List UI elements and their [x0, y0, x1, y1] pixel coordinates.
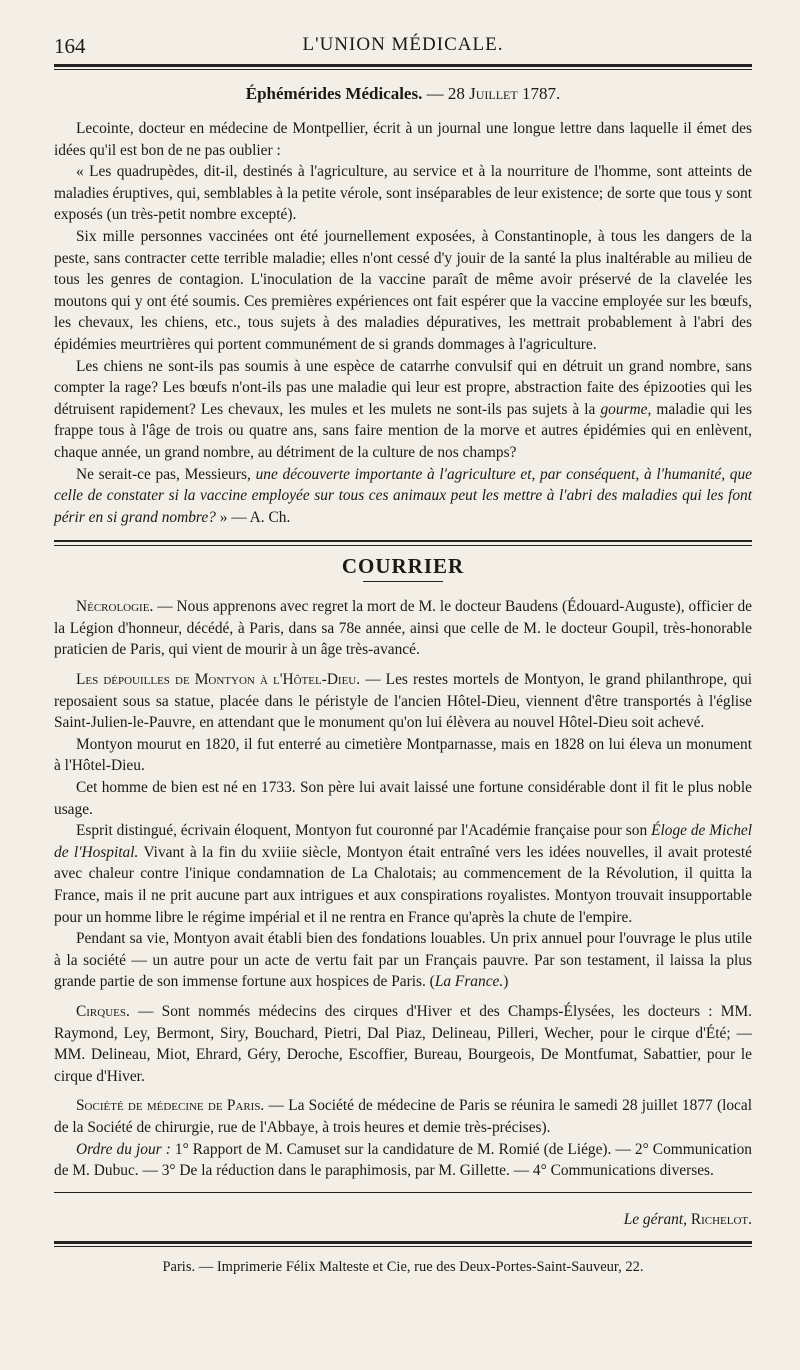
- cirques-item: [54, 1001, 752, 1087]
- section-separator: [54, 540, 752, 546]
- ephemerides-paragraph: Six mille personnes vaccinées ont été journellement exposées, à Constantinople, à tous les dangers de la peste, sans contracter cette terrible maladie; elles n'ont cessé d'y jouir de la santé la plus inaltérable au milieu de tous les genres de contagion. L'inoculation de la vaccine paraît de même avoir préservé de la clavelée les moutons qui y ont été soumis. Ces premières expériences ont fait espérer que la vaccine employée sur les bœufs, les chevaux, les chiens, etc., tous sujets à des maladies dépuratives, les mettrait probablement à l'abri des épidémies meurtrières qui portent communément de si grands dommages à l'agriculture.: [54, 227, 752, 353]
- item-label: Ordre du jour :: [76, 1140, 171, 1158]
- item-text: 1° Rapport de M. Camuset sur la candidature de M. Romié (de Liége). — 2° Communication de M. Dubuc. — 3° De la réduction dans le paraphimosis, par M. Gillette. — 4° Communications diverses.: [54, 1140, 752, 1180]
- item-label: Cirques.: [76, 1002, 130, 1020]
- italic-run: gourme,: [600, 400, 652, 418]
- separator-rule: [54, 540, 752, 546]
- running-head: [54, 0, 752, 60]
- footer-rule: [54, 1192, 752, 1193]
- ephemerides-paragraph: [54, 356, 752, 464]
- item-label: Nécrologie.: [76, 598, 154, 616]
- bottom-rule: [54, 1241, 752, 1247]
- imprint: Paris. — Imprimerie Félix Malteste et Cie, rue des Deux-Portes-Saint-Sauveur, 22.: [162, 1258, 644, 1275]
- text-run: maladie qui les frappe tous à l'âge de trois ou quatre ans, sans faire mention de la morve et autres épidémies qui en enlèvent, chaque année, un grand nombre, au détriment de la culture de nos champs?: [54, 400, 752, 461]
- ephemerides-paragraph: [54, 464, 752, 529]
- title-underline: [363, 581, 443, 582]
- text-run: Ne serait-ce pas, Messieurs,: [76, 465, 256, 483]
- journal-title: L'UNION MÉDICALE.: [302, 34, 504, 55]
- italic-run: une découverte importante à l'agriculture et, par conséquent, à l'humanité, que celle de constater si la vaccine employée sur tous ces animaux peut les mettre à l'abri des maladies qui les font périr en si grand nombre?: [54, 465, 752, 526]
- text-run: Pendant sa vie, Montyon avait établi bien des fondations louables. Un prix annuel pour l'ouvrage le plus utile à la société — un autre pour un acte de vertu fait par un Français pauvre. Par son testament, il laissa la plus grande partie de son immense fortune aux hospices de Paris. (: [54, 930, 752, 991]
- item-label: Société de médecine de Paris.: [76, 1097, 265, 1115]
- montyon-item: [54, 669, 752, 734]
- header-rule: [54, 64, 752, 70]
- ephemerides-paragraph: Lecointe, docteur en médecine de Montpellier, écrit à un journal une longue lettre dans laquelle il émet des idées qu'il est bon de ne pas oublier :: [54, 120, 752, 159]
- montyon-paragraph: [54, 820, 752, 928]
- ephemerides-paragraph: « Les quadrupèdes, dit-il, destinés à l'agriculture, au service et à la nourriture de l'homme, sont atteints de maladies éruptives, qui, semblables à la petite vérole, sont inséparables de leur existence; de sorte que tous y sont exposés (un très-petit nombre excepté).: [54, 163, 752, 224]
- societe-item: [54, 1095, 752, 1138]
- courrier-title: COURRIER: [341, 554, 465, 579]
- item-text: — Les restes mortels de Montyon, le grand philanthrope, qui reposaient sous sa statue, placée dans le péristyle de l'ancien Hôtel-Dieu, viennent d'être transportés à l'église Saint-Julien-le-Pauvre, en attendant que le monument qu'on lui élèvera au nouvel Hôtel-Dieu soit achevé.: [54, 671, 753, 732]
- ordre-du-jour: [54, 1139, 752, 1182]
- text-run: ): [503, 973, 509, 991]
- ephemerides-heading: [54, 84, 752, 104]
- montyon-paragraph: [54, 928, 752, 993]
- text-run: Esprit distingué, écrivain éloquent, Montyon fut couronné par l'Académie française pour son: [76, 822, 652, 840]
- text-run: Les chiens ne sont-ils pas soumis à une espèce de catarrhe convulsif qui en détruit un grand nombre, sans compter la rage? Les bœufs n'ont-ils pas une maladie qui leur est propre, abstraction faite des épizooties qui les détruisent rapidement? Les chevaux, les mules et les mulets ne sont-ils pas sujets à la: [54, 357, 752, 418]
- item-text: — Sont nommés médecins des cirques d'Hiver et des Champs-Élysées, les docteurs : MM. Raymond, Ley, Bermont, Siry, Bouchard, Pietri, Dal Piaz, Delineau, Pilleri, Wecher, pour le cirque d'Été; — MM. Delineau, Miot, Ehrard, Géry, Deroche, Escoffier, Bureau, Bourgeois, De Montfumat, Sabattier, pour le cirque d'Hiver.: [54, 1002, 752, 1085]
- signature: » — A. Ch.: [215, 508, 291, 526]
- gerant-label: Le gérant,: [623, 1210, 687, 1228]
- ephemerides-title: Éphémérides Médicales.: [245, 84, 423, 103]
- gerant-line: [54, 1211, 752, 1229]
- text-run: Vivant à la fin du xviiie siècle, Montyon était entraîné vers les idées nouvelles, il avait protesté avec chaleur contre l'inique condamnation de La Chalotais; au commencement de la Révolution, il quitta la France, mais il ne prit aucune part aux intrigues et aux conspirations royalistes. Montyon trouvait insupportable pour un homme libre le régime impérial et il ne rentra en France qu'après la chute de l'empire.: [54, 843, 752, 926]
- item-label: Les dépouilles de Montyon à l'Hôtel-Dieu.: [76, 671, 361, 689]
- italic-run: La France.: [434, 973, 504, 991]
- italic-run: Éloge de Michel de l'Hospital.: [54, 822, 753, 861]
- item-text: — Nous apprenons avec regret la mort de M. le docteur Baudens (Édouard-Auguste), officier de la Légion d'honneur, décédé, à Paris, dans sa 78e année, ainsi que celle de M. le docteur Goupil, très-honorable praticien de Paris, qui vient de mourir à un âge très-avancé.: [54, 598, 752, 659]
- montyon-paragraph: Montyon mourut en 1820, il fut enterré au cimetière Montparnasse, mais en 1828 on lui éleva un monument à l'Hôtel-Dieu.: [54, 735, 752, 775]
- gerant-name: Richelot.: [690, 1210, 752, 1228]
- item-text: — La Société de médecine de Paris se réunira le samedi 28 juillet 1877 (local de la Société de chirurgie, rue de l'Abbaye, à trois heures et demie très-précises).: [54, 1097, 752, 1136]
- page-number: 164: [54, 34, 86, 58]
- necrologie-item: [54, 596, 752, 661]
- ephemerides-date: — 28 Juillet 1787.: [426, 84, 561, 103]
- montyon-paragraph: Cet homme de bien est né en 1733. Son père lui avait laissé une fortune considérable dont il fit le plus noble usage.: [54, 779, 752, 818]
